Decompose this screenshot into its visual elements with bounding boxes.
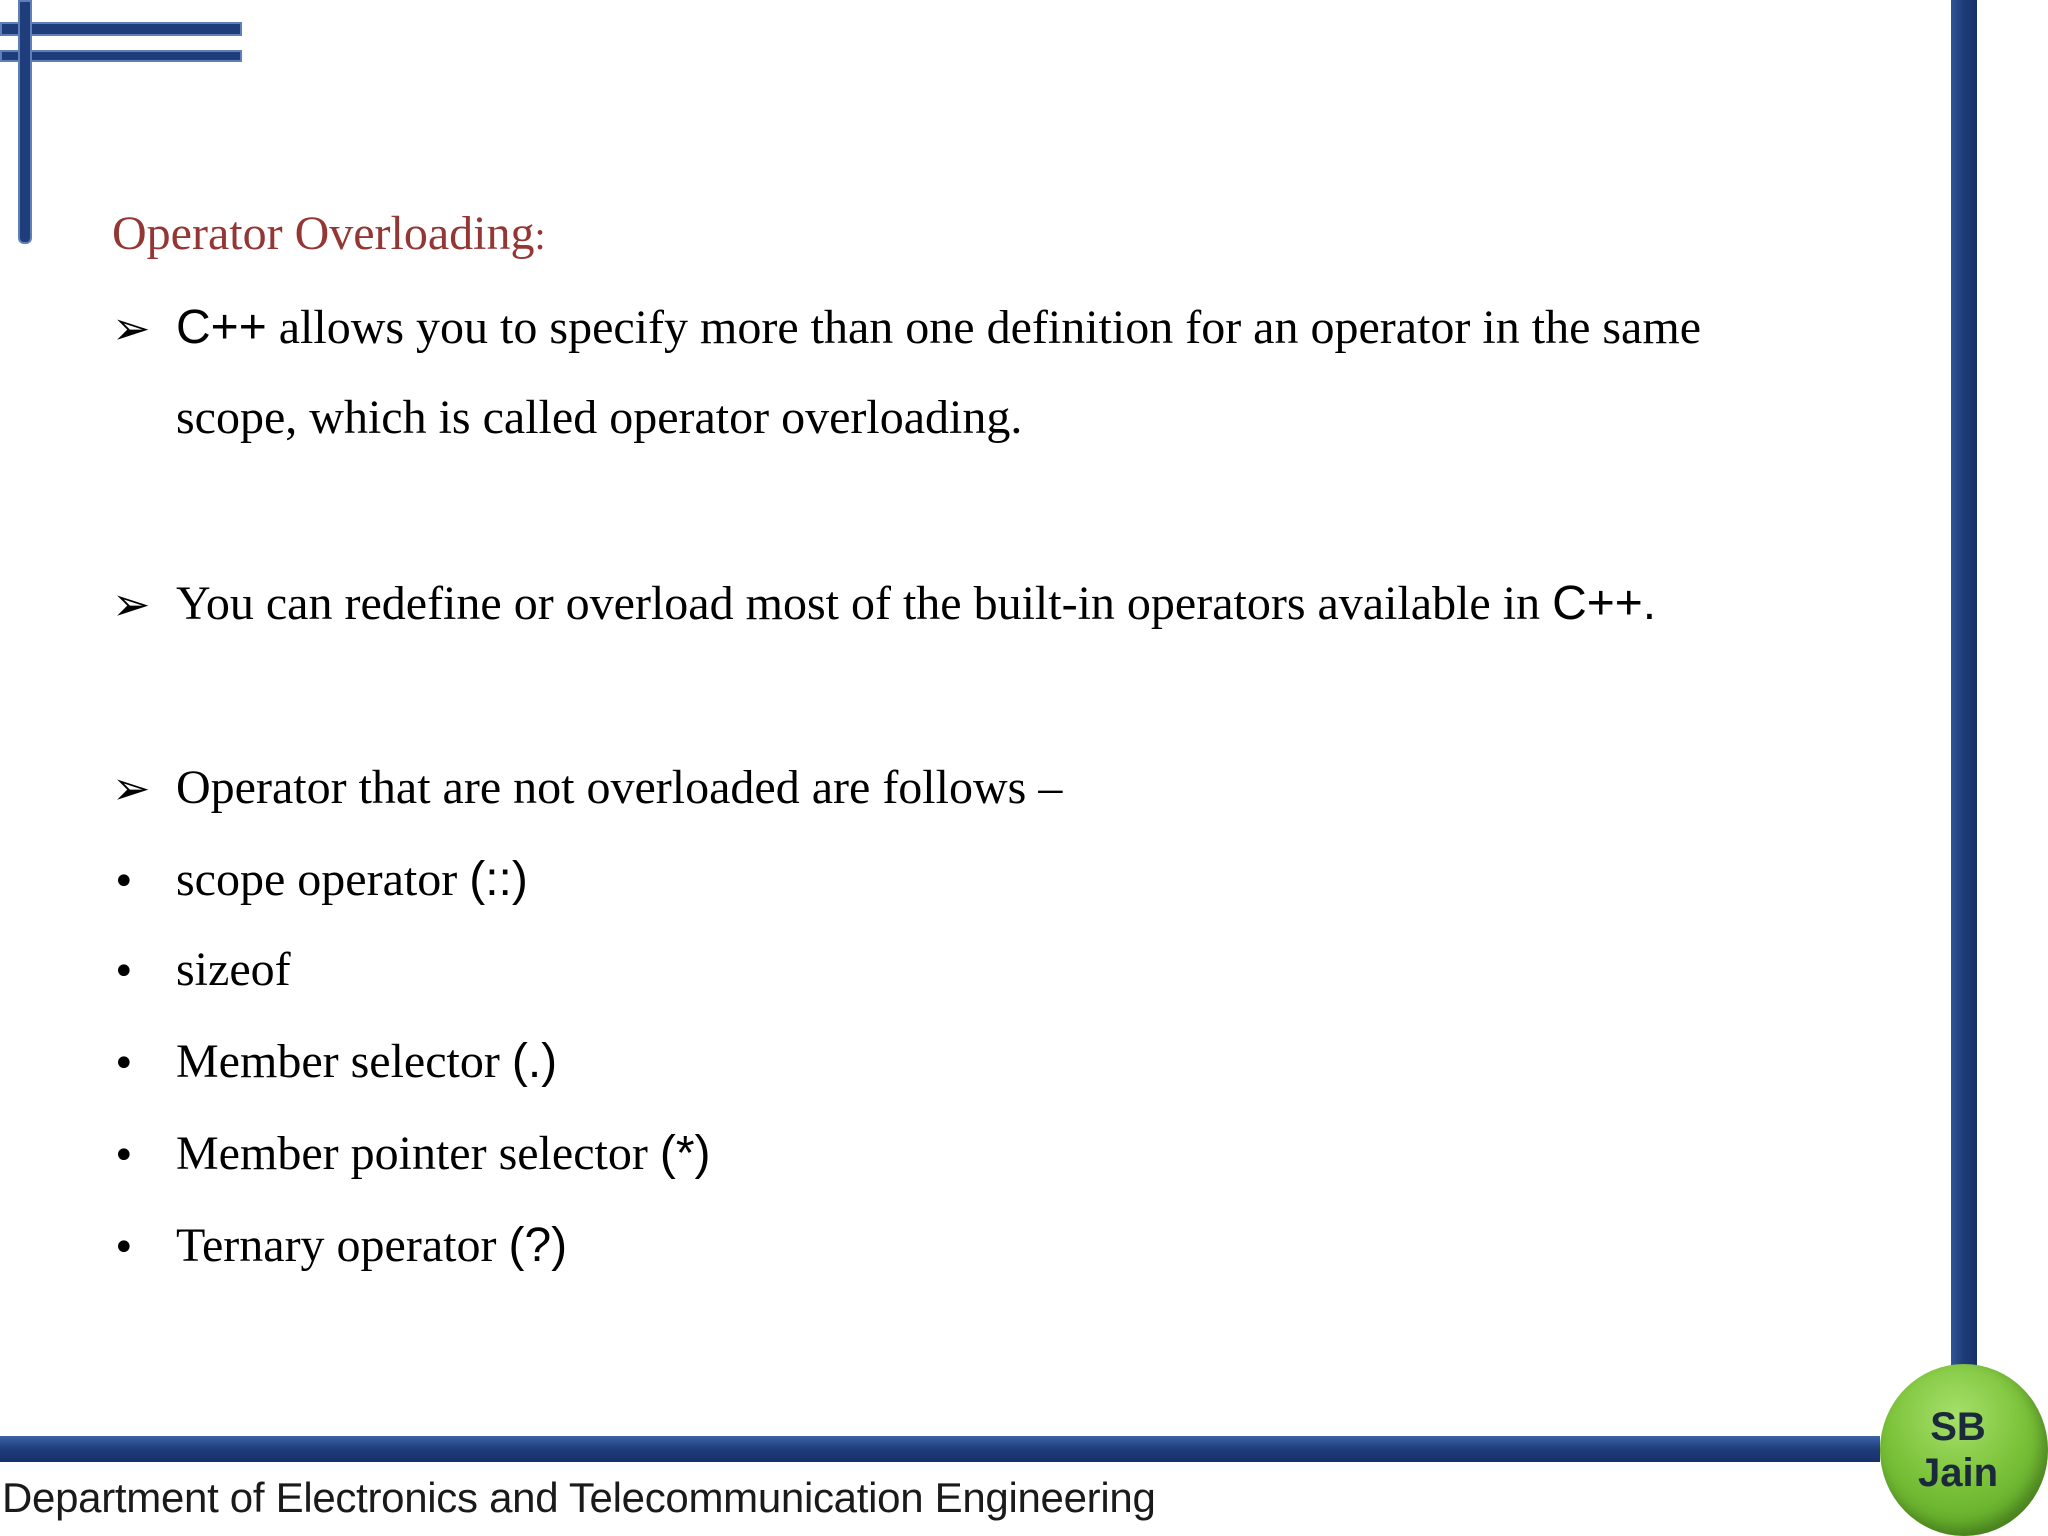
list-item-symbol: (*) <box>659 1127 711 1180</box>
list-item-text: sizeof <box>176 943 291 996</box>
arrow-bullet-icon: ➢ <box>112 577 151 631</box>
list-item <box>176 1216 567 1276</box>
title-text: Operator Overloading <box>112 207 535 260</box>
list-item <box>176 1124 710 1184</box>
title-colon: : <box>534 213 546 258</box>
sb-jain-logo <box>1880 1364 2048 1536</box>
logo-line-2: Jain <box>1917 1451 1999 1495</box>
list-item-symbol: (.) <box>511 1035 558 1088</box>
bullet-2-text: You can redefine or overload most of the built-in operators available in <box>176 577 1553 630</box>
arrow-bullet-icon: ➢ <box>112 761 151 815</box>
bullet-1-text: allows you to specify more than one definition for an operator in the same <box>266 301 1701 354</box>
list-item-text: Ternary operator <box>176 1219 509 1272</box>
arrow-bullet-icon: ➢ <box>112 301 151 355</box>
frame-line-left <box>18 0 32 244</box>
list-item <box>176 940 291 1000</box>
bullet-1-continuation: scope, which is called operator overloading. <box>176 391 1023 444</box>
bullet-3: Operator that are not overloaded are follows – <box>176 761 1063 814</box>
footer-department: Department of Electronics and Telecommunication Engineering <box>2 1474 1156 1521</box>
list-item-text: Member selector <box>176 1035 512 1088</box>
frame-line-bottom <box>0 1436 1880 1462</box>
dot-bullet-icon: • <box>112 1041 136 1087</box>
bullet-1 <box>176 298 1701 358</box>
bullet-2 <box>176 574 1656 634</box>
list-item-symbol: (?) <box>508 1219 568 1272</box>
list-item-text: Member pointer selector <box>176 1127 660 1180</box>
bullet-2-suffix: C++. <box>1552 577 1657 630</box>
bullet-1-prefix: C++ <box>176 301 267 354</box>
dot-bullet-icon: • <box>112 949 136 995</box>
slide-title <box>112 204 546 266</box>
list-item <box>176 1032 557 1092</box>
frame-line-top-2 <box>0 50 242 62</box>
list-item-symbol: (::) <box>469 853 528 906</box>
dot-bullet-icon: • <box>112 859 136 905</box>
list-item-text: scope operator <box>176 853 470 906</box>
logo-line-1: SB <box>1930 1405 1986 1449</box>
frame-line-right <box>1951 0 1977 1368</box>
frame-line-top-1 <box>0 22 242 36</box>
dot-bullet-icon: • <box>112 1133 136 1179</box>
dot-bullet-icon: • <box>112 1225 136 1271</box>
list-item <box>176 850 528 910</box>
